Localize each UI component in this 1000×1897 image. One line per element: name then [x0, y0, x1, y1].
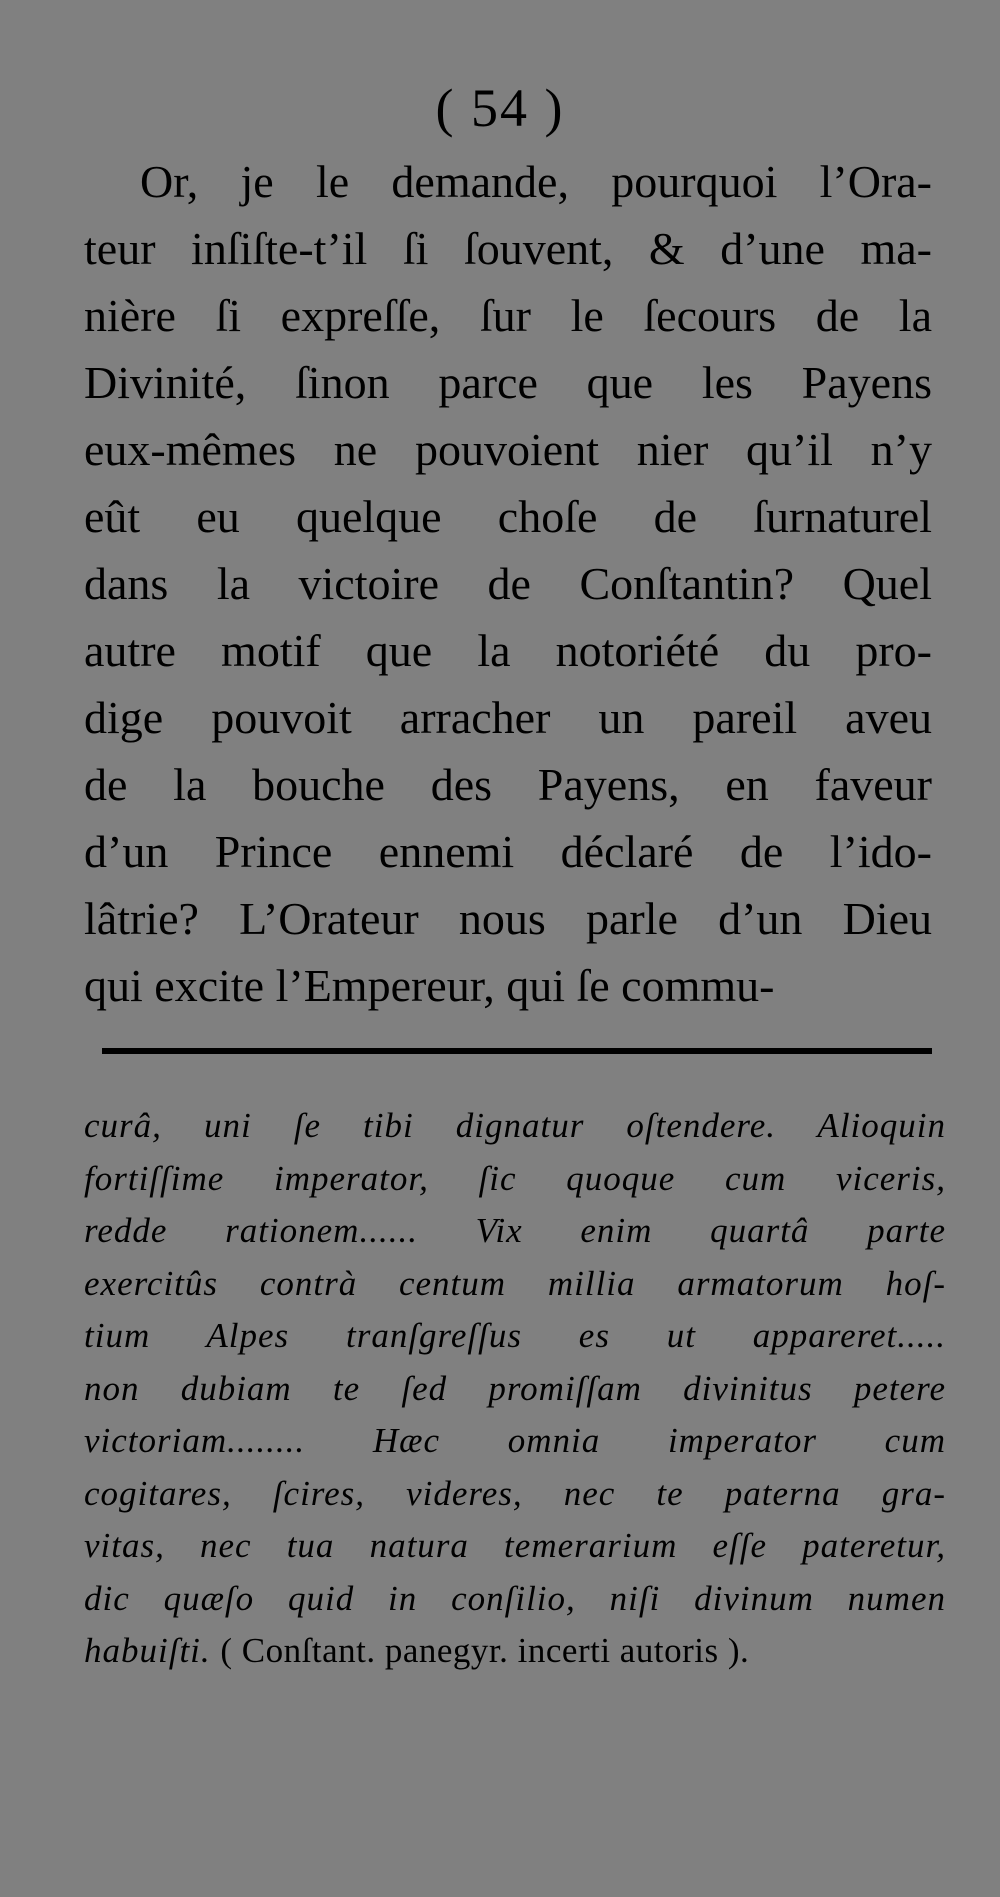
main-text-line: dige pouvoit arracher un pareil aveu: [84, 692, 932, 743]
main-text-block: [84, 148, 932, 1019]
footnote-separator-rule: [102, 1048, 932, 1054]
footnote-line: non dubiam te ſed promiſſam divinitus petere: [84, 1368, 946, 1408]
footnote-line: dic quæſo quid in conſilio, niſi divinum numen: [84, 1578, 946, 1618]
footnote-line: victoriam........ Hæc omnia imperator cum: [84, 1421, 946, 1460]
footnote-line: fortiſſime imperator, ſic quoque cum viceris,: [84, 1158, 946, 1198]
main-text-line: eût eu quelque choſe de ſurnaturel: [84, 491, 932, 542]
footnote-line: curâ, uni ſe tibi dignatur oſtendere. Alioquin: [84, 1106, 946, 1145]
main-text-line: Or, je le demande, pourquoi l’Ora-: [140, 156, 932, 207]
main-text-line: d’un Prince ennemi déclaré de l’ido-: [84, 826, 932, 877]
main-text-line: nière ſi expreſſe, ſur le ſecours de la: [84, 290, 932, 341]
footnote-last-line: [84, 1625, 946, 1678]
main-text-line: eux-mêmes ne pouvoient nier qu’il n’y: [84, 424, 932, 475]
page-number: ( 54 ): [435, 78, 565, 138]
main-text-line: teur inſiſte-t’il ſi ſouvent, & d’une ma-: [84, 223, 932, 274]
main-text-line: Divinité, ſinon parce que les Payens: [84, 357, 932, 408]
main-text-line: de la bouche des Payens, en faveur: [84, 759, 932, 810]
main-text-line: qui excite l’Empereur, qui ſe commu-: [84, 960, 775, 1011]
footnote-line: exercitûs contrà centum millia armatorum hoſ-: [84, 1263, 946, 1303]
footnote-block: [84, 1100, 946, 1678]
main-text-line: autre motif que la notoriété du pro-: [84, 625, 932, 676]
footnote-line: tium Alpes tranſgreſſus es ut appareret.....: [84, 1316, 946, 1355]
main-text-line: dans la victoire de Conſtantin? Quel: [84, 558, 932, 609]
footnote-line: vitas, nec tua natura temerarium eſſe pateretur,: [84, 1526, 946, 1565]
footnote-line-end: habuiſti.: [84, 1631, 211, 1670]
main-text-line: lâtrie? L’Orateur nous parle d’un Dieu: [84, 893, 932, 944]
footnote-line: cogitares, ſcires, videres, nec te paterna gra-: [84, 1473, 946, 1513]
footnote-citation: ( Conſtant. panegyr. incerti autoris ).: [220, 1631, 750, 1670]
footnote-line: redde rationem...... Vix enim quartâ parte: [84, 1211, 946, 1250]
